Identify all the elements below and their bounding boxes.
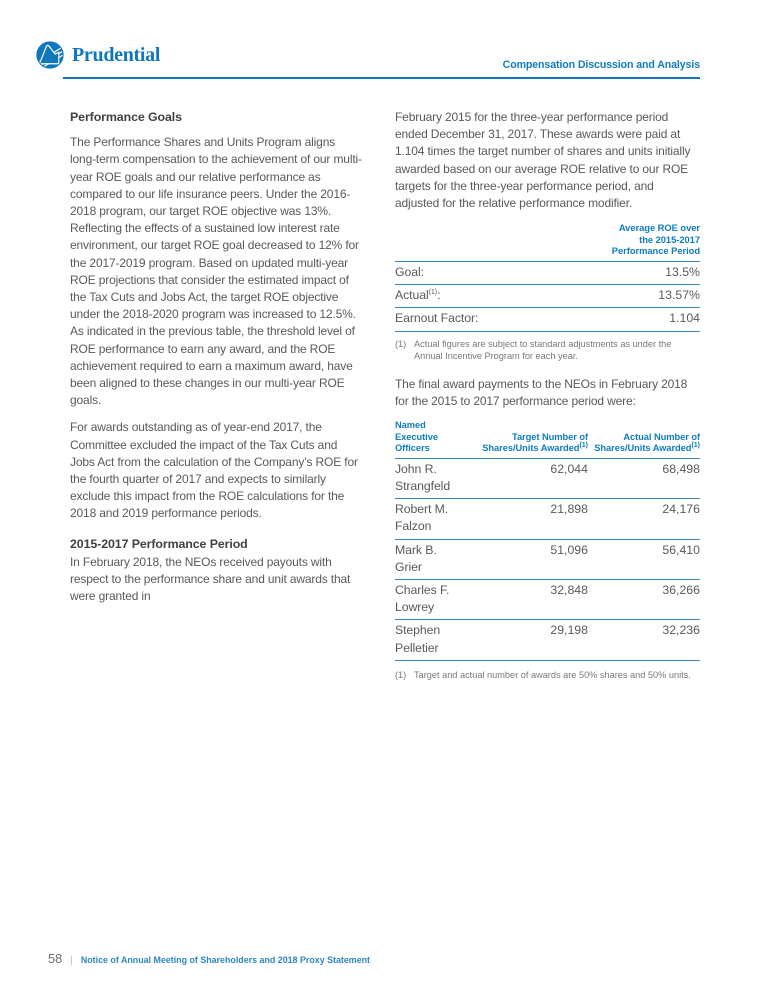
roe-table [395,222,700,331]
row-label: Goal: [395,265,424,279]
paragraph: February 2015 for the three-year performance period ended December 31, 2017. These awards were paid at 1.104 times the target number of shares and units initially awarded based on our average ROE relative to our ROE targets for the three-year performance period, and adjusted for the relative performance modifier. [395,110,691,211]
footer-separator: | [70,955,73,966]
target-shares: 62,044 [550,461,588,476]
roe-table-footnote: (1) Actual figures are subject to standard adjustments as under the Annual Incentive Program for each year. [395,338,672,361]
awards-table-footnote: (1) Target and actual number of awards are 50% shares and 50% units. [395,669,691,680]
actual-shares: 32,236 [662,623,700,638]
target-shares: 29,198 [550,623,588,638]
right-column [395,109,700,681]
row-label: Actual$^{(1)}$: [395,288,441,303]
footer-text: Notice of Annual Meeting of Shareholders and 2018 Proxy Statement [80,955,371,965]
target-shares: 21,898 [550,502,588,517]
table-row [395,499,700,539]
actual-shares: 24,176 [662,502,700,517]
column-header-officers: Named Executive Officers [395,420,438,454]
table-row [395,620,700,660]
row-value: 13.57% [658,288,700,303]
row-value: 1.104 [669,311,700,326]
officer-name: John R. Strangfeld [395,461,451,493]
paragraph: For awards outstanding as of year-end 2017, the Committee excluded the impact of the Tax Cuts and Jobs Act from the calculation of the Company’s ROE for the fourth quarter of 2017 and expects to similarly exclude this impact from the ROE calculations for the 2018 and 2019 performance periods. [70,420,358,521]
paragraph: The Performance Shares and Units Program aligns long-term compensation to the achievement of our multi-year ROE goals and our relative performance as compared to our life insurance peers. Under the 2016-2018 program, our target ROE objective was 13%. Reflecting the effects of a sustained low interest rate environment, our target ROE goal decreased to 12% for the 2017-2019 program. Based on updated multi-year ROE projections that consider the estimated impact of the Tax Cuts and Jobs Act, the target ROE objective under the 2018-2020 program was increased to 12.5%. As indicated in the previous table, the threshold level of ROE performance to earn any award, and the ROE achievement required to earn a maximum award, have been aligned to these changes in our multi-year ROE goals. [70,135,362,408]
actual-shares: 68,498 [662,461,700,476]
awards-table-header [395,420,700,459]
page-number: 58 [48,951,63,966]
table-row [395,580,700,620]
table-row [395,262,700,285]
roe-table-header: Average ROE over the 2015-2017 Performance Period [395,222,700,262]
table-row [395,308,700,331]
target-shares: 32,848 [550,583,588,598]
table-row [395,540,700,580]
table-row [395,285,700,308]
table-row [395,459,700,499]
content-columns [70,109,700,681]
row-value: 13.5% [665,265,700,279]
left-column [70,109,362,681]
actual-shares: 56,410 [662,542,700,557]
header-brand [36,41,160,69]
row-label: Earnout Factor: [395,311,479,326]
prudential-rock-logo-icon [36,41,64,69]
column-header-target: Target Number of Shares/Units Awarded$^{(1)}$ [482,431,588,454]
officer-name: Charles F. Lowrey [395,583,450,615]
actual-shares: 36,266 [662,583,700,598]
heading-2015-2017-performance-period: 2015-2017 Performance Period [70,536,248,551]
header-rule [63,77,700,79]
officer-name: Mark B. Grier [395,542,437,574]
paragraph: The final award payments to the NEOs in February 2018 for the 2015 to 2017 performance period were: [395,376,688,408]
page-section-title: Compensation Discussion and Analysis [502,59,700,71]
officer-name: Stephen Pelletier [395,623,441,655]
heading-performance-goals: Performance Goals [70,110,182,124]
column-header-actual: Actual Number of Shares/Units Awarded$^{(1)}$ [594,431,700,454]
awards-table [395,420,700,661]
brand-wordmark: Prudential [72,43,161,66]
officer-name: Robert M. Falzon [395,502,449,534]
paragraph: In February 2018, the NEOs received payouts with respect to the performance share and unit awards that were granted in [70,554,351,604]
page-footer [48,951,370,966]
target-shares: 51,096 [550,542,588,557]
